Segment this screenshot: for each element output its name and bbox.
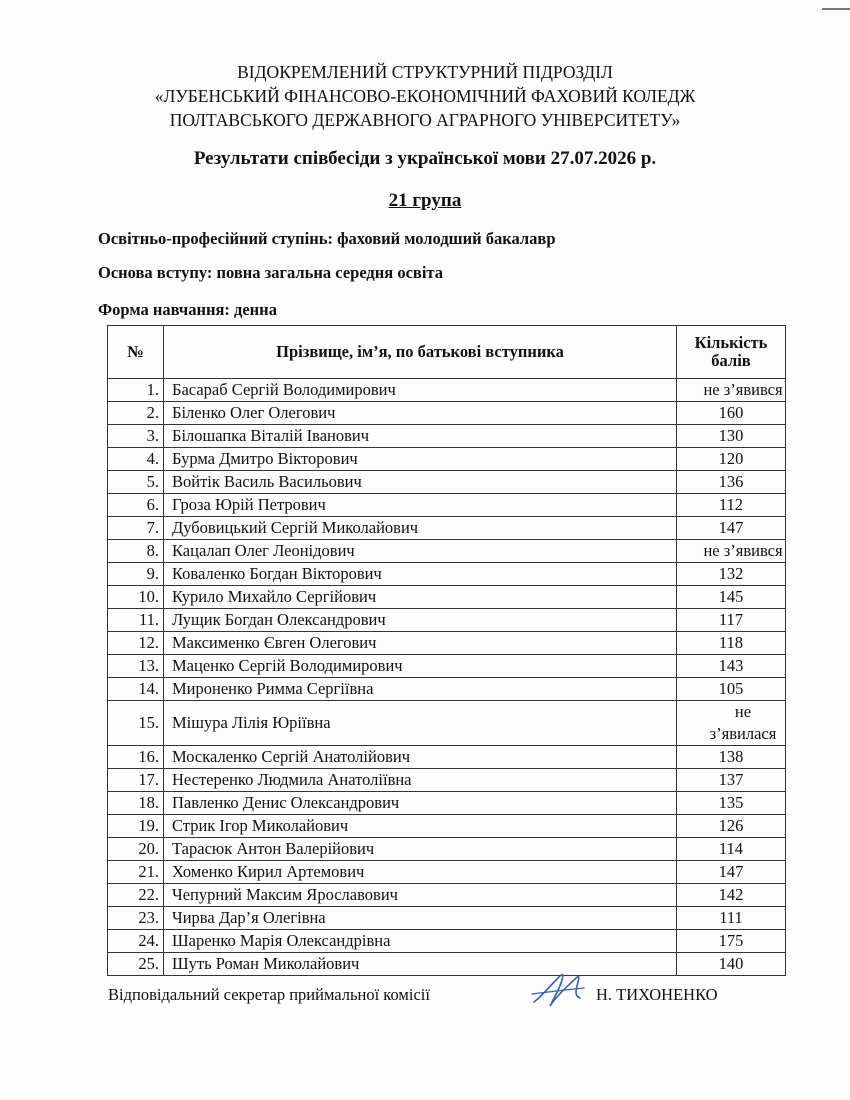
applicant-name: Білошапка Віталій Іванович: [164, 425, 677, 448]
score-value: 145: [677, 586, 786, 609]
row-number: 16.: [108, 746, 164, 769]
row-number: 24.: [108, 930, 164, 953]
row-number: 6.: [108, 494, 164, 517]
results-table: [107, 325, 786, 976]
table-row: [108, 379, 786, 402]
admission-basis: Основа вступу: повна загальна середня освіта: [98, 263, 443, 282]
score-value: 132: [677, 563, 786, 586]
applicant-name: Коваленко Богдан Вікторович: [164, 563, 677, 586]
row-number: 2.: [108, 402, 164, 425]
score-value: 160: [677, 402, 786, 425]
institution-name: [0, 60, 850, 132]
applicant-name: Біленко Олег Олегович: [164, 402, 677, 425]
table-row: [108, 792, 786, 815]
row-number: 18.: [108, 792, 164, 815]
applicant-name: Хоменко Кирил Артемович: [164, 861, 677, 884]
institution-line: ПОЛТАВСЬКОГО ДЕРЖАВНОГО АГРАРНОГО УНІВЕРСИТЕТУ»: [169, 110, 681, 130]
table-row: [108, 655, 786, 678]
table-row: [108, 540, 786, 563]
document-title: Результати співбесіди з української мови 27.07.2026 р.: [193, 148, 657, 169]
signature-image: [528, 968, 588, 1012]
applicant-name: Мироненко Римма Сергіївна: [164, 678, 677, 701]
table-row: [108, 746, 786, 769]
row-number: 22.: [108, 884, 164, 907]
applicant-name: Гроза Юрій Петрович: [164, 494, 677, 517]
group-heading: 21 група: [388, 190, 462, 211]
row-number: 14.: [108, 678, 164, 701]
score-value: 147: [677, 861, 786, 884]
row-number: 8.: [108, 540, 164, 563]
table-row: [108, 907, 786, 930]
table-row: [108, 953, 786, 976]
table-row: [108, 471, 786, 494]
score-value: 111: [677, 907, 786, 930]
applicant-name: Курило Михайло Сергійович: [164, 586, 677, 609]
applicant-name: Москаленко Сергій Анатолійович: [164, 746, 677, 769]
row-number: 15.: [108, 701, 164, 746]
score-value: 118: [677, 632, 786, 655]
score-value: не з’явився: [677, 540, 786, 563]
table-row: [108, 563, 786, 586]
row-number: 12.: [108, 632, 164, 655]
header-score: Кількість балів: [677, 326, 786, 379]
table-row: [108, 517, 786, 540]
study-form: Форма навчання: денна: [98, 300, 277, 319]
score-value: 137: [677, 769, 786, 792]
score-value: 140: [677, 953, 786, 976]
score-value: не з’явився: [677, 379, 786, 402]
table-row: [108, 609, 786, 632]
applicant-name: Басараб Сергій Володимирович: [164, 379, 677, 402]
applicant-name: Павленко Денис Олександрович: [164, 792, 677, 815]
table-row: [108, 678, 786, 701]
score-value: 143: [677, 655, 786, 678]
score-value: не з’явилася: [677, 701, 786, 746]
table-row: [108, 815, 786, 838]
applicant-name: Войтік Василь Васильович: [164, 471, 677, 494]
row-number: 20.: [108, 838, 164, 861]
applicant-name: Мішура Лілія Юріївна: [164, 701, 677, 746]
row-number: 9.: [108, 563, 164, 586]
row-number: 11.: [108, 609, 164, 632]
score-value: 136: [677, 471, 786, 494]
score-value: 117: [677, 609, 786, 632]
score-value: 105: [677, 678, 786, 701]
row-number: 5.: [108, 471, 164, 494]
score-value: 120: [677, 448, 786, 471]
score-value: 112: [677, 494, 786, 517]
row-number: 1.: [108, 379, 164, 402]
table-row: [108, 861, 786, 884]
score-value: 114: [677, 838, 786, 861]
institution-line: ВІДОКРЕМЛЕНИЙ СТРУКТУРНИЙ ПІДРОЗДІЛ: [237, 62, 613, 82]
table-row: [108, 448, 786, 471]
score-value: 130: [677, 425, 786, 448]
applicant-name: Бурма Дмитро Вікторович: [164, 448, 677, 471]
header-name: Прізвище, ім’я, по батькові вступника: [164, 326, 677, 379]
table-row: [108, 838, 786, 861]
score-value: 135: [677, 792, 786, 815]
table-header-row: [108, 326, 786, 379]
applicant-name: Дубовицький Сергій Миколайович: [164, 517, 677, 540]
row-number: 7.: [108, 517, 164, 540]
signer-name: Н. ТИХОНЕНКО: [596, 985, 718, 1004]
score-value: 126: [677, 815, 786, 838]
table-row: [108, 425, 786, 448]
table-row: [108, 632, 786, 655]
score-value: 175: [677, 930, 786, 953]
applicant-name: Нестеренко Людмила Анатоліївна: [164, 769, 677, 792]
row-number: 13.: [108, 655, 164, 678]
applicant-name: Тарасюк Антон Валерійович: [164, 838, 677, 861]
applicant-name: Максименко Євген Олегович: [164, 632, 677, 655]
table-body: [108, 379, 786, 976]
row-number: 23.: [108, 907, 164, 930]
applicant-name: Стрик Ігор Миколайович: [164, 815, 677, 838]
applicant-name: Чепурний Максим Ярославович: [164, 884, 677, 907]
row-number: 25.: [108, 953, 164, 976]
applicant-name: Шаренко Марія Олександрівна: [164, 930, 677, 953]
applicant-name: Чирва Дар’я Олегівна: [164, 907, 677, 930]
table-row: [108, 586, 786, 609]
applicant-name: Лущик Богдан Олександрович: [164, 609, 677, 632]
row-number: 17.: [108, 769, 164, 792]
table-row: [108, 701, 786, 746]
row-number: 10.: [108, 586, 164, 609]
applicant-name: Шуть Роман Миколайович: [164, 953, 677, 976]
secretary-role: Відповідальний секретар приймальної комісії: [108, 985, 430, 1004]
table-row: [108, 930, 786, 953]
scan-mark: [822, 8, 850, 10]
applicant-name: Кацалап Олег Леонідович: [164, 540, 677, 563]
score-value: 138: [677, 746, 786, 769]
row-number: 19.: [108, 815, 164, 838]
table-row: [108, 494, 786, 517]
table-row: [108, 769, 786, 792]
score-value: 147: [677, 517, 786, 540]
row-number: 21.: [108, 861, 164, 884]
applicant-name: Маценко Сергій Володимирович: [164, 655, 677, 678]
institution-line: «ЛУБЕНСЬКИЙ ФІНАНСОВО-ЕКОНОМІЧНИЙ ФАХОВИЙ КОЛЕДЖ: [154, 86, 696, 106]
table-row: [108, 884, 786, 907]
row-number: 3.: [108, 425, 164, 448]
score-value: 142: [677, 884, 786, 907]
education-level: Освітньо-професійний ступінь: фаховий молодший бакалавр: [98, 229, 556, 248]
header-number: №: [108, 326, 164, 379]
row-number: 4.: [108, 448, 164, 471]
table-row: [108, 402, 786, 425]
